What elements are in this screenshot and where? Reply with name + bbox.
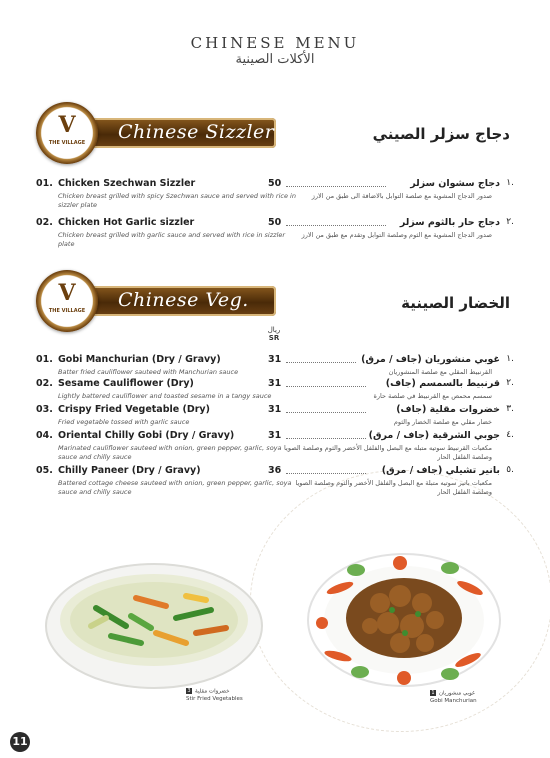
page-number: 11 bbox=[10, 732, 30, 752]
item-description: Lightly battered cauliflower and toasted sesame in a tangy sauce bbox=[58, 392, 272, 400]
page-title: CHINESE MENU bbox=[190, 34, 360, 52]
item-name: Sesame Cauliflower (Dry) bbox=[58, 378, 194, 389]
menu-item bbox=[36, 178, 514, 212]
item-name: Gobi Manchurian (Dry / Gravy) bbox=[58, 354, 221, 365]
item-description: Battered cottage cheese sauteed with onion, green pepper, garlic, soya sauce and chilly sauce bbox=[58, 479, 292, 496]
item-description-arabic: مكعبات القرنبيط سوتيه متبله مع البصل والفلفل الأخضر والثوم وصلصة الصويا وصلصة الفلفل الحار bbox=[284, 444, 492, 461]
plate-image bbox=[300, 548, 508, 698]
item-description: Chicken breast grilled with spicy Szechwan sauce and served with rice in sizzler plate bbox=[58, 192, 296, 209]
item-number-arabic: ٢. bbox=[506, 378, 514, 388]
menu-item bbox=[36, 465, 514, 501]
item-price: 50 bbox=[268, 178, 282, 189]
item-description: Marinated cauliflower sauteed with onion, green pepper, garlic, soya sauce and chilly sauce bbox=[58, 444, 282, 461]
item-number-arabic: ١. bbox=[506, 178, 514, 188]
item-name: Chicken Szechwan Sizzler bbox=[58, 178, 196, 189]
item-number-arabic: ٣. bbox=[506, 404, 514, 414]
item-name: Chicken Hot Garlic sizzler bbox=[58, 217, 195, 228]
currency-label: ريال SR bbox=[267, 326, 281, 342]
item-price: 31 bbox=[268, 404, 282, 415]
item-name-arabic: قرنبيط بالسمسم (جاف) bbox=[385, 378, 500, 389]
menu-item bbox=[36, 430, 514, 466]
photo-stir-fried-vegetables bbox=[36, 548, 276, 702]
item-number: 02. bbox=[36, 378, 53, 389]
item-number-arabic: ٥. bbox=[506, 465, 514, 475]
section-banner-veg bbox=[36, 280, 281, 322]
item-number: 01. bbox=[36, 354, 53, 365]
item-name-arabic: دجاج سشوان سزلر bbox=[410, 178, 500, 189]
caption-number: 3 bbox=[187, 688, 191, 694]
item-number: 01. bbox=[36, 178, 53, 189]
item-name: Chilly Paneer (Dry / Gravy) bbox=[58, 465, 201, 476]
item-number-arabic: ١. bbox=[506, 354, 514, 364]
section-title-arabic: الخضار الصينية bbox=[401, 294, 510, 312]
caption-number: 1 bbox=[431, 690, 435, 696]
item-number: 03. bbox=[36, 404, 53, 415]
soup-bowl-image bbox=[36, 548, 276, 698]
dotted-leader bbox=[286, 438, 366, 439]
item-description-arabic: صدور الدجاج المشوية مع الثوم وصلصة التوابل وتقدم مع طبق من الارز bbox=[301, 231, 492, 239]
section-title-arabic: دجاج سزلر الصيني bbox=[372, 125, 510, 143]
item-description-arabic: القرنبيط المقلي مع صلصة المنشوريان bbox=[388, 368, 492, 376]
photo-gobi-manchurian bbox=[300, 548, 508, 704]
brand-logo: V THE VILLAGE bbox=[36, 270, 98, 332]
item-number-arabic: ٢. bbox=[506, 217, 514, 227]
item-name-arabic: جوبي الشرقية (جاف / مرق) bbox=[368, 430, 500, 441]
item-description-arabic: خضار مقلي مع صلصة الخضار والثوم bbox=[393, 418, 492, 426]
dotted-leader bbox=[286, 362, 356, 363]
dotted-leader bbox=[286, 186, 386, 187]
item-price: 31 bbox=[268, 378, 282, 389]
dotted-leader bbox=[286, 386, 366, 387]
item-name: Oriental Chilly Gobi (Dry / Gravy) bbox=[58, 430, 235, 441]
section-title: Chinese Sizzler bbox=[118, 121, 275, 143]
dotted-leader bbox=[286, 473, 366, 474]
brand-logo: V THE VILLAGE bbox=[36, 102, 98, 164]
dotted-leader bbox=[286, 412, 366, 413]
item-name-arabic: غوبي منشوريان (جاف / مرق) bbox=[361, 354, 500, 365]
item-price: 31 bbox=[268, 430, 282, 441]
item-description: Fried vegetable tossed with garlic sauce bbox=[58, 418, 190, 426]
item-name-arabic: خضروات مقلية (جاف) bbox=[396, 404, 500, 415]
item-number: 05. bbox=[36, 465, 53, 476]
item-name: Crispy Fried Vegetable (Dry) bbox=[58, 404, 210, 415]
item-number: 02. bbox=[36, 217, 53, 228]
item-name-arabic: بانير تشيلي (جاف / مرق) bbox=[381, 465, 500, 476]
item-price: 31 bbox=[268, 354, 282, 365]
item-description-arabic: مكعبات بانير سوتيه متبلة مع البصل والفلفل الأخضر والثوم وصلصة الصويا وصلصة الفلفل الحار bbox=[295, 479, 492, 496]
item-number: 04. bbox=[36, 430, 53, 441]
item-name-arabic: دجاج حار بالثوم سزلر bbox=[399, 217, 500, 228]
item-price: 50 bbox=[268, 217, 282, 228]
item-description: Chicken breast grilled with garlic sauce and served with rice in sizzler plate bbox=[58, 231, 286, 248]
photo-caption: 3 خضروات مقلية Stir Fried Vegetables bbox=[186, 688, 243, 702]
dotted-leader bbox=[286, 225, 386, 226]
item-number-arabic: ٤. bbox=[506, 430, 514, 440]
page-title-arabic: الأكلات الصينية bbox=[235, 52, 315, 67]
menu-item bbox=[36, 217, 514, 251]
item-description-arabic: صدور الدجاج المشوية مع صلصة التوابل بالاضافة الى طبق من الارز bbox=[311, 192, 492, 200]
photo-caption: 1 غوبي منشوريان Gobi Manchurian bbox=[430, 690, 477, 704]
item-description-arabic: سمسم محمص مع القرنبيط في صلصة حارة bbox=[373, 392, 492, 400]
item-description: Batter fried cauliflower sauteed with Manchurian sauce bbox=[58, 368, 239, 376]
section-title: Chinese Veg. bbox=[118, 289, 249, 311]
section-banner-sizzler bbox=[36, 112, 281, 154]
item-price: 36 bbox=[268, 465, 282, 476]
